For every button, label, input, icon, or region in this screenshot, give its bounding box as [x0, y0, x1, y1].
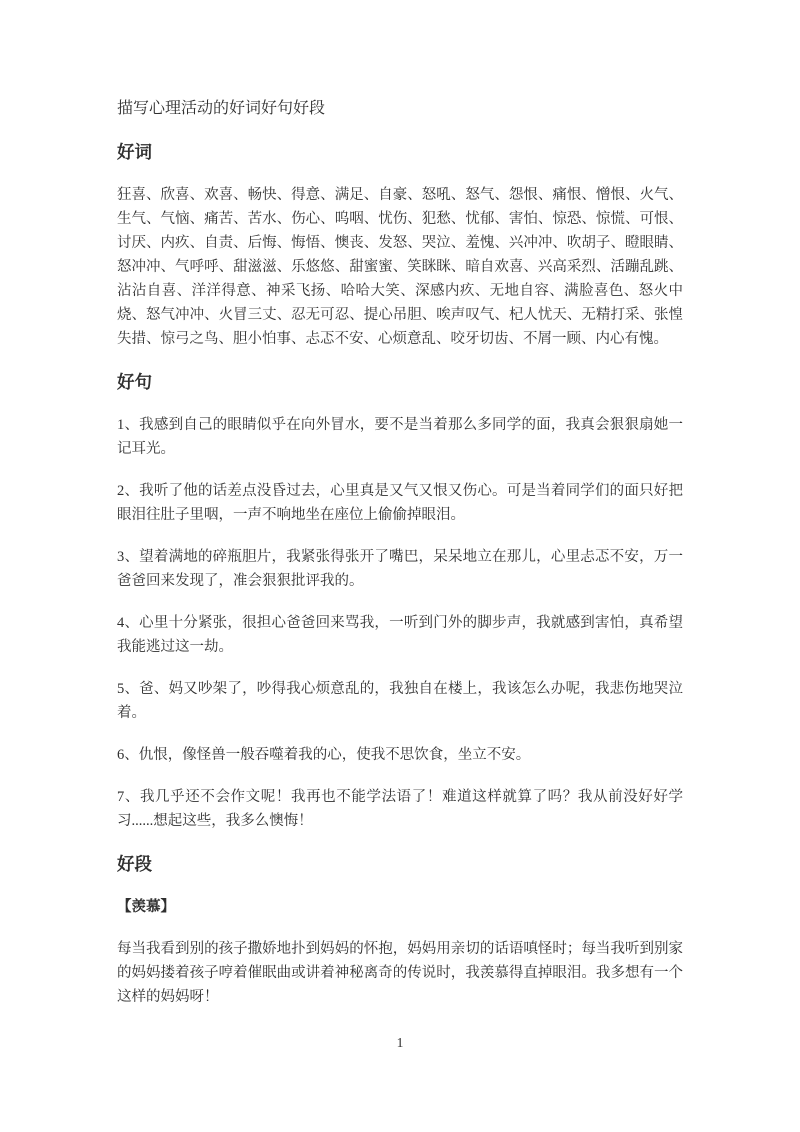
good-sentence-6: 6、仇恨，像怪兽一般吞噬着我的心，使我不思饮食，坐立不安。: [117, 747, 531, 763]
good-sentence-7: 7、我几乎还不会作文呢！我再也不能学法语了！难道这样就算了吗？我从前没好好学习......想起这些，我多么懊悔！: [117, 789, 683, 829]
good-words-list: 狂喜、欣喜、欢喜、畅快、得意、满足、自豪、怒吼、怒气、怨恨、痛恨、憎恨、火气、生气、气恼、痛苦、苦水、伤心、呜咽、忧伤、犯愁、忧郁、害怕、惊恐、惊慌、可恨、讨厌、内疚、自责、后悔、悔悟、懊丧、发怒、哭泣、羞愧、兴冲冲、吹胡子、瞪眼睛、怒冲冲、气呼呼、甜滋滋、乐悠悠、甜蜜蜜、笑眯眯、暗自欢喜、兴高采烈、活蹦乱跳、沾沾自喜、洋洋得意、神采飞扬、哈哈大笑、深感内疚、无地自容、满脸喜色、怒火中烧、怒气冲冲、火冒三丈、忍无可忍、提心吊胆、唉声叹气、杞人忧天、无精打采、张惶失措、惊弓之鸟、胆小怕事、忐忑不安、心烦意乱、咬牙切齿、不屑一顾、内心有愧。: [117, 187, 683, 347]
paragraph-topic-label: 【羡慕】: [117, 899, 175, 915]
section-heading-good-paragraphs: 好段: [117, 854, 152, 874]
document-title: 描写心理活动的好词好句好段: [117, 100, 326, 117]
good-sentence-1: 1、我感到自己的眼睛似乎在向外冒水，要不是当着那么多同学的面，我真会狠狠扇她一记耳光。: [117, 417, 683, 457]
good-paragraph-text: 每当我看到别的孩子撒娇地扑到妈妈的怀抱，妈妈用亲切的话语嗔怪时；每当我听到别家的妈妈搂着孩子哼着催眠曲或讲着神秘离奇的传说时，我羡慕得直掉眼泪。我多想有一个这样的妈妈呀！: [117, 941, 683, 1005]
section-heading-good-sentences: 好句: [117, 372, 152, 392]
good-sentence-2: 2、我听了他的话差点没昏过去，心里真是又气又恨又伤心。可是当着同学们的面只好把眼泪往肚子里咽，一声不响地坐在座位上偷偷掉眼泪。: [117, 483, 683, 523]
section-heading-good-words: 好词: [117, 142, 152, 162]
page-number: 1: [396, 1035, 404, 1050]
good-sentence-4: 4、心里十分紧张，很担心爸爸回来骂我，一听到门外的脚步声，我就感到害怕，真希望我能逃过这一劫。: [117, 615, 683, 655]
good-sentence-5: 5、爸、妈又吵架了，吵得我心烦意乱的，我独自在楼上，我该怎么办呢，我悲伤地哭泣着。: [117, 681, 683, 721]
good-sentence-3: 3、望着满地的碎瓶胆片，我紧张得张开了嘴巴，呆呆地立在那儿，心里忐忑不安，万一爸爸回来发现了，准会狠狠批评我的。: [117, 549, 683, 589]
